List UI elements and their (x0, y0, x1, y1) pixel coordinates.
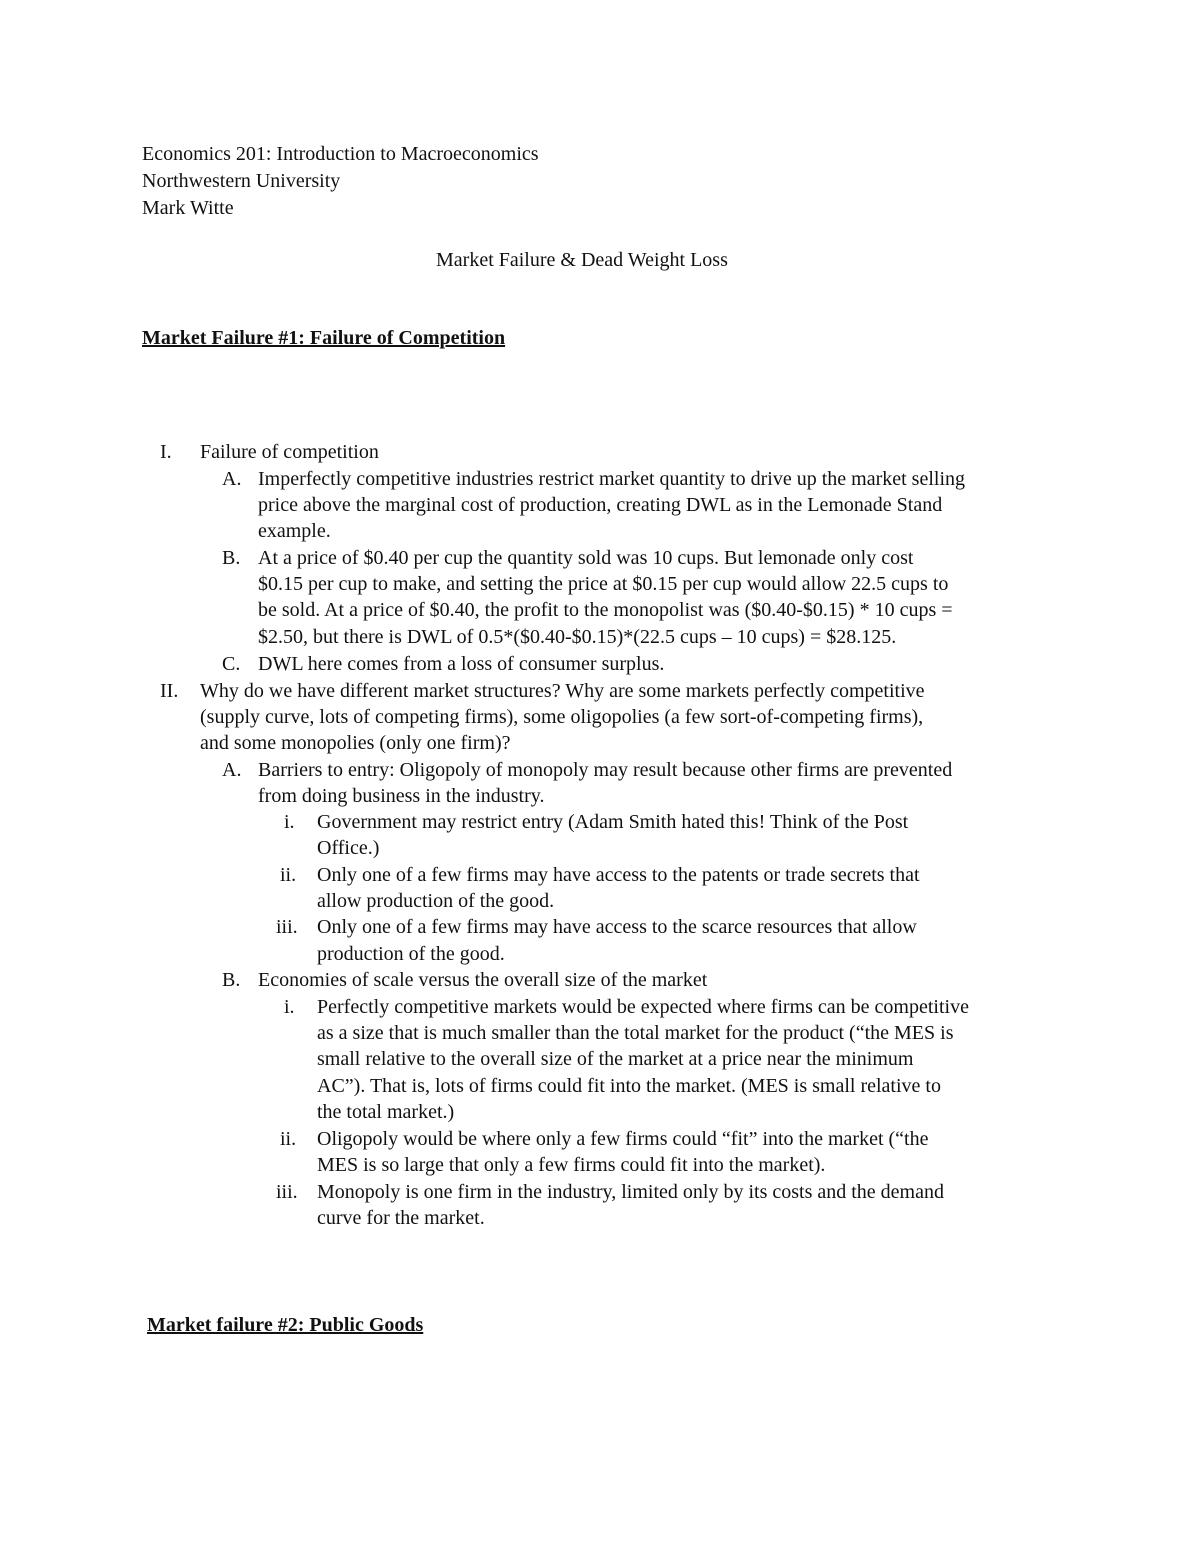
item-I-text: Failure of competition (200, 441, 379, 463)
item-II-A-iii-line-1: Only one of a few firms may have access to the scarce resources that allow (317, 916, 917, 938)
item-I-A-line-2: price above the marginal cost of production, creating DWL as in the Lemonade Stand (258, 494, 943, 516)
item-II-B-iii-marker: iii. (276, 1181, 298, 1203)
item-II-line-2: (supply curve, lots of competing firms), some oligopolies (a few sort-of-competing firms), (200, 706, 924, 728)
item-II-B-marker: B. (222, 969, 241, 991)
university-name: Northwestern University (142, 170, 341, 192)
item-II-A-line-1: Barriers to entry: Oligopoly of monopoly may result because other firms are prevented (258, 759, 953, 781)
item-II-line-1: Why do we have different market structures? Why are some markets perfectly competitive (200, 680, 925, 702)
item-II-B-i-line-1: Perfectly competitive markets would be expected where firms can be competitive (317, 996, 969, 1018)
item-I-B-marker: B. (222, 547, 241, 569)
item-II-marker: II. (160, 680, 179, 702)
item-II-A-i-marker: i. (284, 811, 295, 833)
item-II-B-i-line-5: the total market.) (317, 1101, 455, 1123)
item-II-B-i-line-3: small relative to the overall size of the market at a price near the minimum (317, 1048, 914, 1070)
item-II-A-iii-line-2: production of the good. (317, 943, 505, 965)
section-2-heading: Market failure #2: Public Goods (147, 1314, 424, 1336)
item-II-B-ii-marker: ii. (280, 1128, 297, 1150)
course-title: Economics 201: Introduction to Macroeconomics (142, 143, 539, 165)
item-I-C-line-1: DWL here comes from a loss of consumer surplus. (258, 653, 665, 675)
item-I-A-line-3: example. (258, 520, 331, 542)
item-II-A-line-2: from doing business in the industry. (258, 785, 545, 807)
item-II-A-marker: A. (222, 759, 242, 781)
item-II-A-ii-line-2: allow production of the good. (317, 890, 555, 912)
item-I-B-line-4: $2.50, but there is DWL of 0.5*($0.40-$0.15)*(22.5 cups – 10 cups) = $28.125. (258, 626, 897, 648)
document-title: Market Failure & Dead Weight Loss (436, 249, 728, 271)
section-1-heading: Market Failure #1: Failure of Competition (142, 327, 506, 349)
item-II-B-i-line-2: as a size that is much smaller than the total market for the product (“the MES is (317, 1022, 954, 1044)
item-I-A-marker: A. (222, 468, 242, 490)
item-I-C-marker: C. (222, 653, 241, 675)
item-II-A-iii-marker: iii. (276, 916, 298, 938)
author-name: Mark Witte (142, 197, 234, 219)
item-I-marker: I. (160, 441, 172, 463)
item-I-B-line-3: be sold. At a price of $0.40, the profit to the monopolist was ($0.40-$0.15) * 10 cups = (258, 599, 953, 621)
item-II-B-i-marker: i. (284, 996, 295, 1018)
item-II-B-ii-line-2: MES is so large that only a few firms could fit into the market). (317, 1154, 826, 1176)
item-II-B-iii-line-1: Monopoly is one firm in the industry, limited only by its costs and the demand (317, 1181, 944, 1203)
item-II-line-3: and some monopolies (only one firm)? (200, 732, 511, 754)
item-I-B-line-2: $0.15 per cup to make, and setting the price at $0.15 per cup would allow 22.5 cups to (258, 573, 949, 595)
item-II-B-line-1: Economies of scale versus the overall size of the market (258, 969, 708, 991)
item-II-B-iii-line-2: curve for the market. (317, 1207, 485, 1229)
item-I-A-line-1: Imperfectly competitive industries restrict market quantity to drive up the market selling (258, 468, 966, 490)
item-II-A-i-line-2: Office.) (317, 837, 380, 859)
item-II-B-i-line-4: AC”). That is, lots of firms could fit into the market. (MES is small relative to (317, 1075, 941, 1097)
item-II-A-ii-marker: ii. (280, 864, 297, 886)
item-I-B-line-1: At a price of $0.40 per cup the quantity sold was 10 cups. But lemonade only cost (258, 547, 914, 569)
item-II-A-ii-line-1: Only one of a few firms may have access to the patents or trade secrets that (317, 864, 920, 886)
item-II-A-i-line-1: Government may restrict entry (Adam Smith hated this! Think of the Post (317, 811, 909, 833)
item-II-B-ii-line-1: Oligopoly would be where only a few firms could “fit” into the market (“the (317, 1128, 929, 1150)
